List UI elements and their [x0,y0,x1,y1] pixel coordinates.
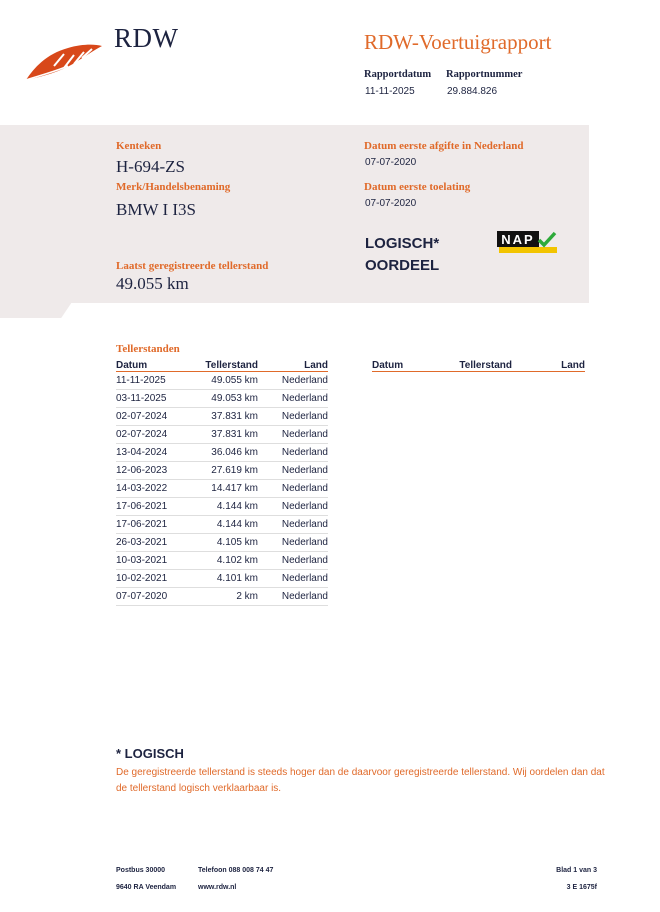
column-header-tellerstand: Tellerstand [188,359,258,372]
afgifte-value: 07-07-2020 [365,157,417,168]
tellerstand-value: 49.055 km [116,274,189,293]
footer-address: 9640 RA Veendam [116,884,177,891]
table-row [116,372,328,390]
table-row [116,570,328,588]
cell-tellerstand: 14.417 km [188,480,258,498]
readings-table-continued [372,359,585,372]
cell-tellerstand: 4.101 km [188,570,258,588]
cell-land: Nederland [258,480,328,498]
cell-land: Nederland [258,462,328,480]
report-date-label: Rapportdatum [364,69,432,80]
oordeel-line-1: LOGISCH* [365,235,440,252]
table-row [116,480,328,498]
cell-datum: 02-07-2024 [116,408,188,426]
merk-label: Merk/Handelsbenaming [116,181,231,193]
cell-tellerstand: 2 km [188,588,258,606]
cell-land: Nederland [258,570,328,588]
kenteken-value: H-694-ZS [116,157,185,176]
report-title: RDW-Voertuigrapport [364,30,552,54]
column-header-datum: Datum [116,359,188,372]
tellerstanden-title: Tellerstanden [116,343,180,355]
footnote-title: * LOGISCH [116,746,184,761]
table-row [116,408,328,426]
column-header-land: Land [512,359,585,372]
table-row [116,462,328,480]
cell-datum: 12-06-2023 [116,462,188,480]
toelating-label: Datum eerste toelating [364,181,471,193]
afgifte-label: Datum eerste afgifte in Nederland [364,140,524,152]
merk-value: BMW I I3S [116,200,196,219]
cell-land: Nederland [258,552,328,570]
cell-datum: 02-07-2024 [116,426,188,444]
cell-datum: 14-03-2022 [116,480,188,498]
cell-datum: 03-11-2025 [116,390,188,408]
table-row [116,588,328,606]
cell-land: Nederland [258,390,328,408]
cell-land: Nederland [258,588,328,606]
footer-page-number: Blad 1 van 3 [556,867,597,874]
rdw-logo-icon [24,40,104,84]
cell-land: Nederland [258,498,328,516]
kenteken-label: Kenteken [116,140,162,152]
report-number-label: Rapportnummer [446,69,523,80]
cell-tellerstand: 37.831 km [188,426,258,444]
nap-logo-icon [497,231,557,255]
cell-tellerstand: 36.046 km [188,444,258,462]
column-header-land: Land [258,359,328,372]
cell-datum: 10-02-2021 [116,570,188,588]
cell-land: Nederland [258,408,328,426]
readings-table [116,359,328,606]
toelating-value: 07-07-2020 [365,198,417,209]
table-header-row [116,359,328,372]
table-row [116,534,328,552]
table-row [116,444,328,462]
cell-land: Nederland [258,372,328,390]
cell-datum: 10-03-2021 [116,552,188,570]
footer-website: www.rdw.nl [198,884,237,891]
cell-land: Nederland [258,444,328,462]
cell-datum: 26-03-2021 [116,534,188,552]
cell-tellerstand: 37.831 km [188,408,258,426]
footer-phone: Telefoon 088 008 74 47 [198,867,274,874]
footnote-text: De geregistreerde tellerstand is steeds hoger dan de daarvoor geregistreerde tellerstand. Wij oordelen dan dat de tellerstand logisch verklaarbaar is. [116,767,605,794]
cell-tellerstand: 4.144 km [188,498,258,516]
oordeel-verdict [365,233,439,277]
cell-datum: 11-11-2025 [116,372,188,390]
table-row [116,426,328,444]
report-date-value: 11-11-2025 [365,86,415,97]
table-row [116,552,328,570]
cell-tellerstand: 49.053 km [188,390,258,408]
tellerstand-label: Laatst geregistreerde tellerstand [116,260,269,272]
column-header-tellerstand: Tellerstand [444,359,512,372]
check-icon [539,233,555,245]
nap-logo-text: NAP [501,232,535,247]
cell-tellerstand: 4.105 km [188,534,258,552]
cell-datum: 17-06-2021 [116,516,188,534]
table-row [116,516,328,534]
cell-land: Nederland [258,426,328,444]
cell-tellerstand: 49.055 km [188,372,258,390]
cell-datum: 13-04-2024 [116,444,188,462]
cell-datum: 17-06-2021 [116,498,188,516]
oordeel-line-2: OORDEEL [365,257,440,274]
cell-datum: 07-07-2020 [116,588,188,606]
table-row [116,498,328,516]
readings-table-body [116,372,328,606]
table-header-row [372,359,585,372]
cell-tellerstand: 27.619 km [188,462,258,480]
table-row [116,390,328,408]
column-header-datum: Datum [372,359,444,372]
band-tail [0,302,72,318]
report-number-value: 29.884.826 [447,86,498,97]
logo-text: RDW [114,23,179,53]
cell-land: Nederland [258,516,328,534]
cell-tellerstand: 4.144 km [188,516,258,534]
cell-land: Nederland [258,534,328,552]
footer-document-code: 3 E 1675f [566,884,597,891]
footer-postbus: Postbus 30000 [116,867,166,874]
cell-tellerstand: 4.102 km [188,552,258,570]
